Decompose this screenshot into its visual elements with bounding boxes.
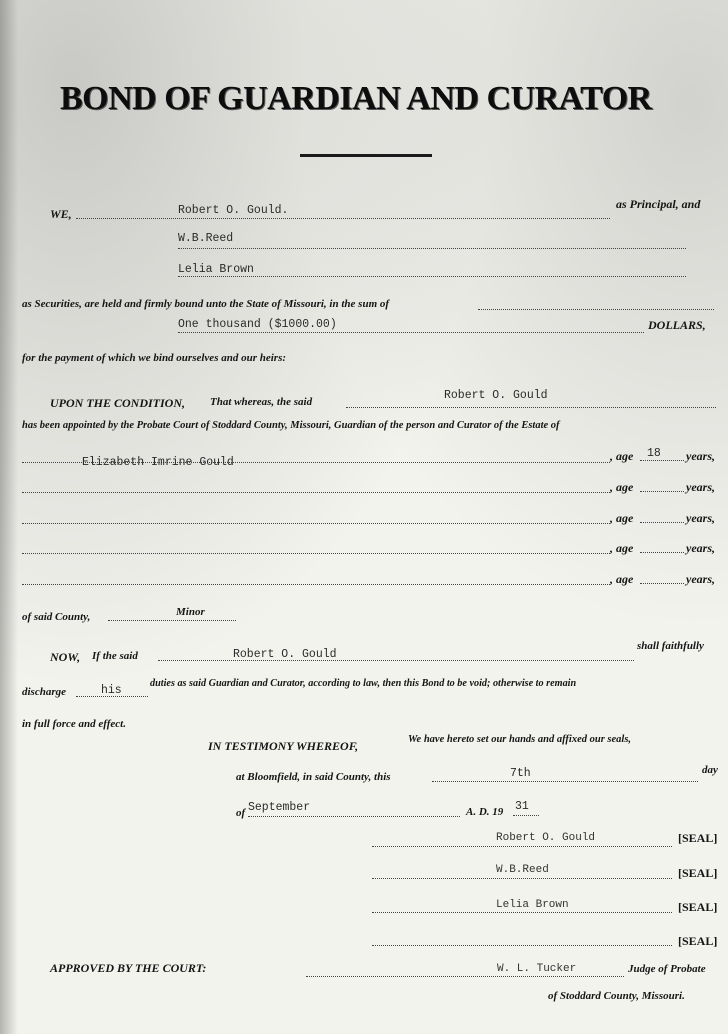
approval-label: APPROVED BY THE COURT: <box>50 961 207 975</box>
faithfully-label: shall faithfully <box>637 640 704 652</box>
day-label: day <box>702 764 718 776</box>
principal-label: as Principal, and <box>616 197 701 211</box>
testimony-text: We have hereto set our hands and affixed our seals, <box>408 734 632 745</box>
we-label: WE, <box>50 207 72 221</box>
signature-name-3: Lelia Brown <box>496 899 569 911</box>
payment-text: for the payment of which we bind ourselves and our heirs: <box>22 352 287 364</box>
years-label-1: years, <box>686 449 715 463</box>
ward-line-2 <box>22 492 610 493</box>
appointed-text: has been appointed by the Probate Court of Stoddard County, Missouri, Guardian of the person and Curator of the Estate of <box>22 420 560 431</box>
securities-text: as Securities, are held and firmly bound unto the State of Missouri, in the sum of <box>22 298 390 310</box>
ward-age-1: 18 <box>647 447 661 460</box>
dollars-label: DOLLARS, <box>648 318 706 332</box>
ward-line-3 <box>22 523 610 524</box>
minor-label: Minor <box>176 606 205 618</box>
month-line <box>248 816 460 817</box>
year-line <box>513 815 539 816</box>
seal-label-2: [SEAL] <box>678 866 718 880</box>
ward-line-4 <box>22 553 610 554</box>
now-text: If the said <box>92 650 138 662</box>
force-text: in full force and effect. <box>22 718 126 730</box>
age-line-3 <box>640 522 684 523</box>
now-label: NOW, <box>50 650 81 664</box>
testimony-label: IN TESTIMONY WHEREOF, <box>208 739 359 753</box>
age-line-1 <box>640 460 684 461</box>
age-line-5 <box>640 583 684 584</box>
minor-line <box>108 620 236 621</box>
security2-name: Lelia Brown <box>178 263 254 276</box>
seal-label-1: [SEAL] <box>678 831 718 845</box>
now-name: Robert O. Gould <box>233 648 337 661</box>
title-divider <box>300 154 432 157</box>
years-label-4: years, <box>686 541 715 555</box>
day-value: 7th <box>510 767 531 780</box>
age-label-3: , age <box>610 511 634 525</box>
years-label-2: years, <box>686 480 715 494</box>
signature-name-1: Robert O. Gould <box>496 832 596 844</box>
now-name-line <box>158 660 634 661</box>
duties-text: duties as said Guardian and Curator, according to law, then this Bond to be void; otherwise to remain <box>150 678 577 689</box>
age-label-5: , age <box>610 572 634 586</box>
of-label: of <box>236 807 246 819</box>
ad-label: A. D. 19 <box>466 806 504 818</box>
condition-name-line <box>346 407 716 408</box>
place-text: at Bloomfield, in said County, this <box>236 771 391 783</box>
judge-name: W. L. Tucker <box>497 963 577 975</box>
security1-line <box>178 248 686 249</box>
age-label-2: , age <box>610 480 634 494</box>
sum-line-top <box>478 309 714 310</box>
sum-line <box>178 332 644 333</box>
principal-line <box>76 218 610 219</box>
year-value: 31 <box>515 800 529 813</box>
principal-name: Robert O. Gould. <box>178 204 289 217</box>
seal-label-4: [SEAL] <box>678 934 718 948</box>
judge-line <box>306 976 624 977</box>
ward-name-1: Elizabeth Imrine Gould <box>82 456 234 469</box>
age-line-2 <box>640 491 684 492</box>
ward-line-5 <box>22 584 610 585</box>
signature-line-2 <box>372 878 672 879</box>
condition-name: Robert O. Gould <box>444 389 548 402</box>
his-value: his <box>101 684 122 697</box>
judge-label: Judge of Probate <box>628 963 706 975</box>
years-label-5: years, <box>686 572 715 586</box>
age-label-1: , age <box>610 449 634 463</box>
day-line <box>432 781 698 782</box>
county-text: of said County, <box>22 611 91 623</box>
month-value: September <box>248 801 311 814</box>
condition-text: That whereas, the said <box>210 396 313 408</box>
document-title: BOND OF GUARDIAN AND CURATOR <box>60 80 652 117</box>
age-label-4: , age <box>610 541 634 555</box>
discharge-label: discharge <box>22 686 66 698</box>
age-line-4 <box>640 552 684 553</box>
security2-line <box>178 276 686 277</box>
security1-name: W.B.Reed <box>178 232 234 245</box>
county-label: of Stoddard County, Missouri. <box>548 990 685 1002</box>
signature-line-4 <box>372 945 672 946</box>
signature-line-3 <box>372 912 672 913</box>
seal-label-3: [SEAL] <box>678 900 718 914</box>
signature-name-2: W.B.Reed <box>496 864 549 876</box>
sum-amount: One thousand ($1000.00) <box>178 318 337 331</box>
signature-line-1 <box>372 846 672 847</box>
condition-label: UPON THE CONDITION, <box>50 396 185 410</box>
years-label-3: years, <box>686 511 715 525</box>
